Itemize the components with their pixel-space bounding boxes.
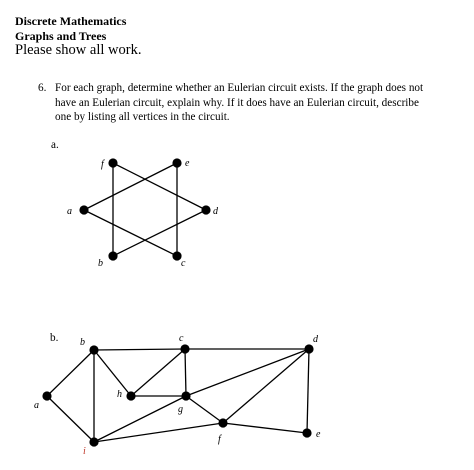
vertex-label-h: h [117,389,122,400]
vertex-label-d: d [213,206,218,217]
edge-d-e [307,349,309,433]
vertex-g [181,391,190,400]
vertex-label-e: e [185,158,190,169]
edge-a-i [47,396,94,442]
vertex-label-f: f [101,159,104,170]
edge-g-f [186,396,223,423]
edge-b-h [94,350,131,396]
vertex-label-f: f [218,434,221,445]
question-number: 6. [38,82,47,94]
question-line: have an Eulerian circuit, explain why. If it does have an Eulerian circuit, describe [55,96,419,109]
vertex-e [302,428,311,437]
vertex-label-b: b [98,258,103,269]
topic-title: Graphs and Trees [15,29,107,43]
vertex-a [42,391,51,400]
edge-b-c [94,349,185,350]
edge-f-e [223,423,307,433]
vertex-label-e: e [316,429,321,440]
vertex-f [218,418,227,427]
vertex-label-b: b [80,337,85,348]
vertex-label-a: a [67,206,72,217]
question-line: For each graph, determine whether an Eulerian circuit exists. If the graph does not [55,82,424,94]
vertex-label-i: i [83,446,86,457]
vertex-label-g: g [178,404,183,415]
vertex-label-d: d [313,334,318,345]
vertex-label-a: a [34,400,39,411]
vertex-label-c: c [179,333,184,344]
edge-a-b [47,350,94,396]
vertex-h [126,391,135,400]
vertex-i [89,437,98,446]
part-a-label: a. [51,139,59,151]
edge-h-c [131,349,185,396]
edge-f-d [223,349,309,423]
vertex-b [89,345,98,354]
edge-g-d [186,349,309,396]
vertex-label-c: c [181,258,186,269]
edge-c-g [185,349,186,396]
vertex-d [304,344,313,353]
question-line: one by listing all vertices in the circuit. [55,111,230,123]
vertex-c [180,344,189,353]
instruction-text: Please show all work. [15,42,142,58]
course-title: Discrete Mathematics [15,14,127,28]
part-b-label: b. [50,332,59,344]
